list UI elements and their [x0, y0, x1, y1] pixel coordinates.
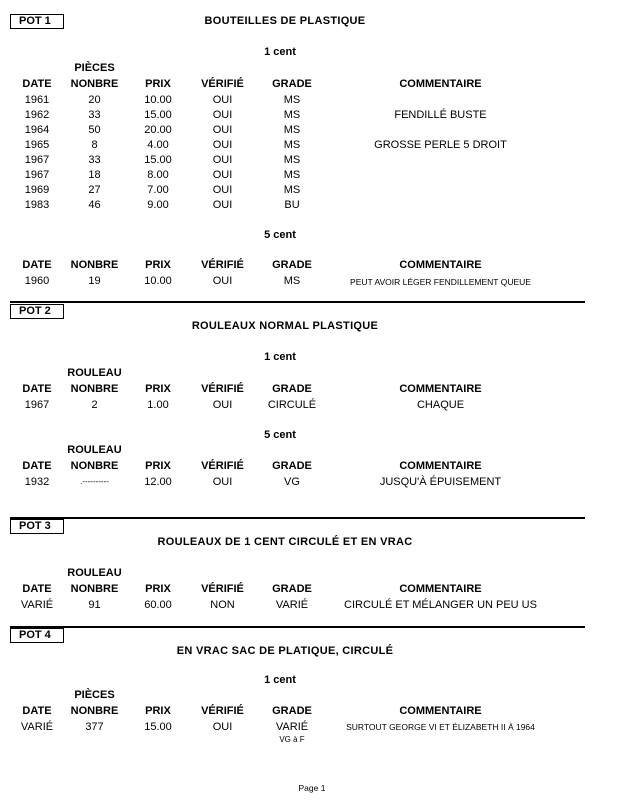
pot-1-label: POT 1 — [10, 14, 64, 29]
table-row-date: 1969 — [24, 184, 50, 196]
table-row-commentaire: SURTOUT GEORGE VI ET ÉLIZABETH II À 1964 — [346, 722, 535, 732]
table-row-prix: 8.00 — [147, 169, 169, 181]
table-row-verifie: OUI — [212, 169, 233, 181]
header-date: DATE — [22, 259, 52, 271]
table-row-date: VARIÉ — [20, 599, 54, 611]
table-row-grade: VG — [284, 476, 300, 488]
table-row-prix: 1.00 — [147, 399, 169, 411]
section-divider — [10, 626, 585, 628]
table-row-prix: 15.00 — [144, 154, 172, 166]
pot-4-label: POT 4 — [10, 628, 64, 643]
pot-2-label: POT 2 — [10, 304, 64, 319]
pot-4-subtitle-1-cent: 1 cent — [264, 674, 296, 686]
table-row-verifie: OUI — [212, 399, 233, 411]
table-row-prix: 20.00 — [144, 124, 172, 136]
header-prix: PRIX — [145, 460, 171, 472]
header-grade: GRADE — [272, 460, 312, 472]
table-row-date: 1961 — [24, 94, 50, 106]
header-commentaire: COMMENTAIRE — [399, 460, 482, 472]
header-verifie: VÉRIFIÉ — [201, 78, 244, 90]
table-row-verifie: OUI — [212, 109, 233, 121]
table-row-grade: MS — [283, 275, 301, 287]
table-row-nombre: 50 — [88, 124, 101, 136]
table-row-commentaire: PEUT AVOIR LÉGER FENDILLEMENT QUEUE — [350, 277, 531, 287]
table-row-nombre: 33 — [88, 109, 101, 121]
header-commentaire: COMMENTAIRE — [399, 259, 482, 271]
table-row-verifie: NON — [210, 599, 235, 611]
header-date: DATE — [22, 78, 52, 90]
table-row-date: 1965 — [24, 139, 50, 151]
table-row-commentaire: JUSQU'À ÉPUISEMENT — [379, 476, 502, 488]
pot-3-title: ROULEAUX DE 1 CENT CIRCULÉ ET EN VRAC — [157, 536, 413, 548]
header-date: DATE — [22, 705, 52, 717]
header-nombre: NONBRE — [70, 259, 119, 271]
table-row-prix: 7.00 — [147, 184, 169, 196]
pot-1-subtitle-1-cent: 1 cent — [264, 46, 296, 58]
pot-2-subtitle-5-cent: 5 cent — [264, 429, 296, 441]
header-grade: GRADE — [272, 78, 312, 90]
table-row-prix: 10.00 — [144, 94, 172, 106]
table-row-nombre: 19 — [88, 275, 101, 287]
pot-2-subtitle-1-cent: 1 cent — [264, 351, 296, 363]
header-pieces: PIÈCES — [74, 62, 115, 74]
table-row-date: 1983 — [24, 199, 50, 211]
table-row-grade: MS — [283, 154, 301, 166]
header-nombre: NONBRE — [70, 583, 119, 595]
header-grade: GRADE — [272, 383, 312, 395]
section-divider — [10, 517, 585, 519]
header-nombre: NONBRE — [70, 78, 119, 90]
table-row-nombre: 46 — [88, 199, 101, 211]
pot-4-title: EN VRAC SAC DE PLATIQUE, CIRCULÉ — [176, 645, 394, 657]
table-row-grade-detail: VG à F — [279, 735, 305, 744]
header-date: DATE — [22, 383, 52, 395]
table-row-grade: MS — [283, 169, 301, 181]
pot-1-title: BOUTEILLES DE PLASTIQUE — [204, 15, 366, 27]
table-row-verifie: OUI — [212, 275, 233, 287]
table-row-verifie: OUI — [212, 476, 233, 488]
table-row-verifie: OUI — [212, 124, 233, 136]
header-verifie: VÉRIFIÉ — [201, 383, 244, 395]
table-row-verifie: OUI — [212, 184, 233, 196]
table-row-nombre: .---------- — [80, 477, 109, 486]
table-row-verifie: OUI — [212, 139, 233, 151]
table-row-prix: 9.00 — [147, 199, 169, 211]
table-row-commentaire: CIRCULÉ ET MÉLANGER UN PEU US — [344, 599, 537, 611]
page-number: Page 1 — [298, 783, 326, 793]
header-date: DATE — [22, 583, 52, 595]
table-row-date: 1967 — [24, 169, 50, 181]
table-row-prix: 12.00 — [144, 476, 172, 488]
header-rouleau: ROULEAU — [67, 444, 122, 456]
table-row-date: 1960 — [24, 275, 50, 287]
pot-3-label: POT 3 — [10, 519, 64, 534]
header-commentaire: COMMENTAIRE — [399, 583, 482, 595]
table-row-verifie: OUI — [212, 199, 233, 211]
header-nombre: NONBRE — [70, 460, 119, 472]
table-row-date: 1932 — [24, 476, 50, 488]
table-row-nombre: 18 — [88, 169, 101, 181]
table-row-prix: 4.00 — [147, 139, 169, 151]
table-row-commentaire: FENDILLÉ BUSTE — [394, 109, 487, 121]
table-row-grade: VARIÉ — [275, 599, 309, 611]
header-grade: GRADE — [272, 583, 312, 595]
table-row-grade: MS — [283, 184, 301, 196]
table-row-nombre: 27 — [88, 184, 101, 196]
table-row-prix: 60.00 — [144, 599, 172, 611]
header-verifie: VÉRIFIÉ — [201, 583, 244, 595]
table-row-grade: MS — [283, 124, 301, 136]
table-row-date: 1967 — [24, 399, 50, 411]
header-date: DATE — [22, 460, 52, 472]
table-row-commentaire: CHAQUE — [416, 399, 465, 411]
table-row-nombre: 8 — [91, 139, 98, 151]
header-commentaire: COMMENTAIRE — [399, 705, 482, 717]
header-rouleau: ROULEAU — [67, 567, 122, 579]
table-row-date: 1967 — [24, 154, 50, 166]
header-grade: GRADE — [272, 259, 312, 271]
header-verifie: VÉRIFIÉ — [201, 705, 244, 717]
table-row-grade: MS — [283, 94, 301, 106]
table-row-grade: MS — [283, 109, 301, 121]
table-row-nombre: 91 — [88, 599, 101, 611]
table-row-date: VARIÉ — [20, 721, 54, 733]
table-row-prix: 10.00 — [144, 275, 172, 287]
header-verifie: VÉRIFIÉ — [201, 460, 244, 472]
header-prix: PRIX — [145, 259, 171, 271]
header-grade: GRADE — [272, 705, 312, 717]
table-row-grade: MS — [283, 139, 301, 151]
table-row-grade: CIRCULÉ — [267, 399, 317, 411]
header-commentaire: COMMENTAIRE — [399, 383, 482, 395]
pot-2-title: ROULEAUX NORMAL PLASTIQUE — [191, 320, 379, 332]
table-row-nombre: 377 — [85, 721, 104, 733]
header-prix: PRIX — [145, 705, 171, 717]
header-prix: PRIX — [145, 78, 171, 90]
table-row-date: 1964 — [24, 124, 50, 136]
table-row-nombre: 20 — [88, 94, 101, 106]
header-verifie: VÉRIFIÉ — [201, 259, 244, 271]
table-row-prix: 15.00 — [144, 109, 172, 121]
table-row-grade: BU — [284, 199, 300, 211]
header-nombre: NONBRE — [70, 705, 119, 717]
table-row-date: 1962 — [24, 109, 50, 121]
header-nombre: NONBRE — [70, 383, 119, 395]
header-prix: PRIX — [145, 383, 171, 395]
table-row-grade: VARIÉ — [275, 721, 309, 733]
table-row-verifie: OUI — [212, 94, 233, 106]
header-rouleau: ROULEAU — [67, 367, 122, 379]
table-row-verifie: OUI — [212, 154, 233, 166]
table-row-commentaire: GROSSE PERLE 5 DROIT — [374, 139, 507, 151]
header-pieces: PIÈCES — [74, 689, 115, 701]
table-row-nombre: 33 — [88, 154, 101, 166]
table-row-prix: 15.00 — [144, 721, 172, 733]
header-commentaire: COMMENTAIRE — [399, 78, 482, 90]
table-row-verifie: OUI — [212, 721, 233, 733]
pot-1-subtitle-5-cent: 5 cent — [264, 229, 296, 241]
section-divider — [10, 301, 585, 303]
header-prix: PRIX — [145, 583, 171, 595]
table-row-nombre: 2 — [91, 399, 98, 411]
